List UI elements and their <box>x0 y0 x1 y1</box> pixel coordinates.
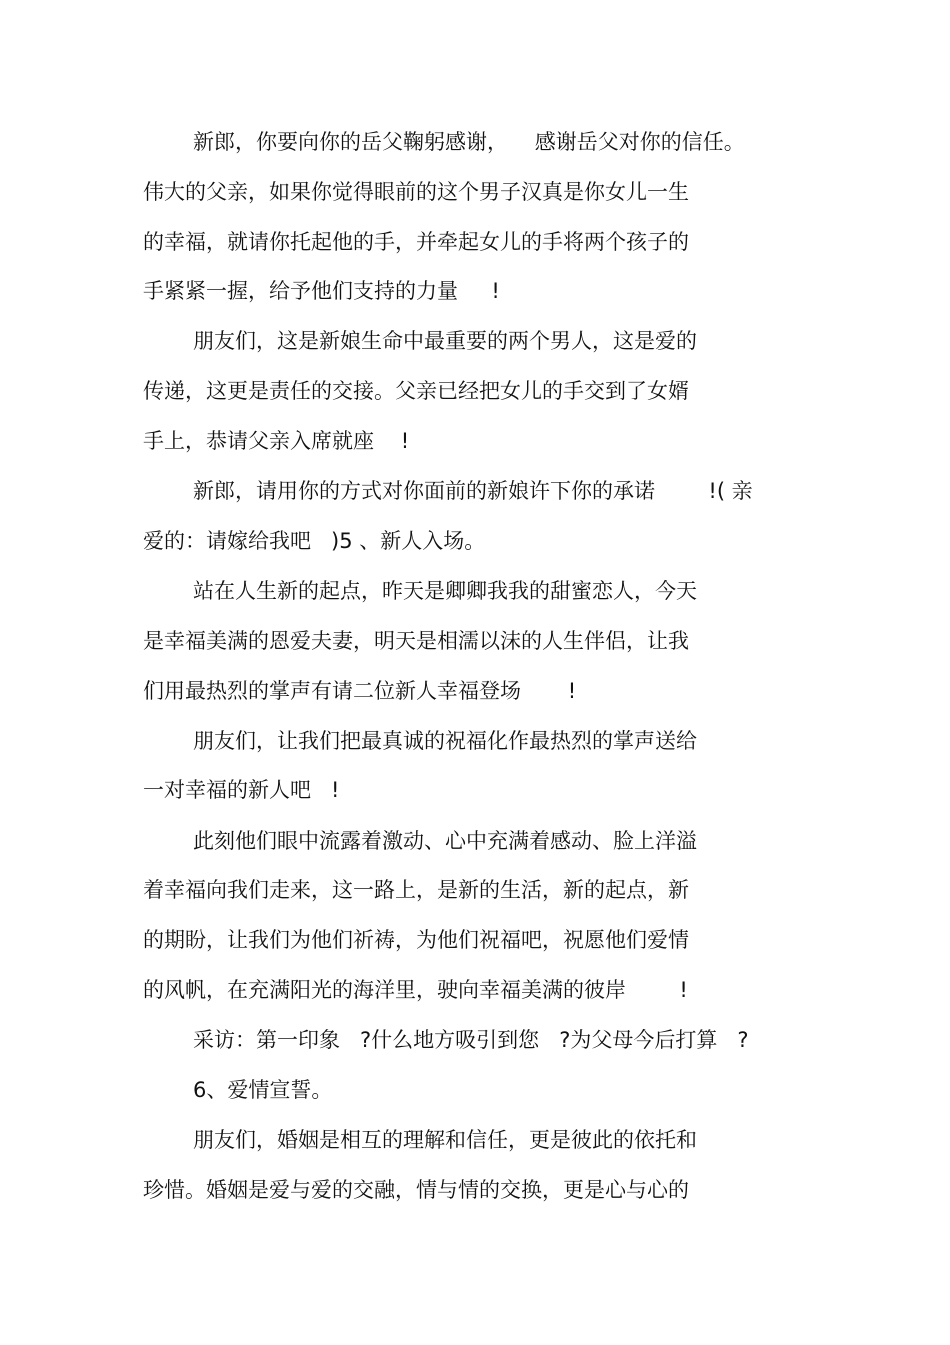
text-line: 朋友们，这是新娘生命中最重要的两个男人，这是爱的 <box>193 329 697 353</box>
text-line: 们用最热烈的掌声有请二位新人幸福登场 ! <box>143 679 577 703</box>
text-line: 的幸福，就请你托起他的手，并牵起女儿的手将两个孩子的 <box>143 230 689 254</box>
text-line: 朋友们，让我们把最真诚的祝福化作最热烈的掌声送给 <box>193 729 697 753</box>
text-line: 是幸福美满的恩爱夫妻，明天是相濡以沫的人生伴侣，让我 <box>143 629 689 653</box>
text-line: 新郎，请用你的方式对你面前的新娘许下你的承诺 !( 亲 <box>193 479 753 503</box>
text-line: 着幸福向我们走来，这一路上，是新的生活，新的起点，新 <box>143 878 689 902</box>
text-line: 手紧紧一握，给予他们支持的力量 ! <box>143 279 500 303</box>
text-line: 的风帆，在充满阳光的海洋里，驶向幸福美满的彼岸 ! <box>143 978 688 1002</box>
text-line: 传递，这更是责任的交接。父亲已经把女儿的手交到了女婿 <box>143 379 689 403</box>
text-line: 手上，恭请父亲入席就座 ! <box>143 429 410 453</box>
text-line: 朋友们，婚姻是相互的理解和信任，更是彼此的依托和 <box>193 1128 697 1152</box>
text-line: 伟大的父亲，如果你觉得眼前的这个男子汉真是你女儿一生 <box>143 180 689 204</box>
text-line: 站在人生新的起点，昨天是卿卿我我的甜蜜恋人，今天 <box>193 579 697 603</box>
text-line: 的期盼，让我们为他们祈祷，为他们祝福吧，祝愿他们爱情 <box>143 928 689 952</box>
text-line: 珍惜。婚姻是爱与爱的交融，情与情的交换，更是心与心的 <box>143 1178 689 1202</box>
section-heading: 6、爱情宣誓。 <box>193 1078 333 1102</box>
text-line: 采访：第一印象 ?什么地方吸引到您 ?为父母今后打算 ? <box>193 1028 749 1052</box>
text-line: 新郎，你要向你的岳父鞠躬感谢， 感谢岳父对你的信任。 <box>193 130 745 154</box>
text-line: 此刻他们眼中流露着激动、心中充满着感动、脸上洋溢 <box>193 829 697 853</box>
text-line: 爱的：请嫁给我吧 )5 、新人入场。 <box>143 529 486 553</box>
text-line: 一对幸福的新人吧 ! <box>143 778 340 802</box>
